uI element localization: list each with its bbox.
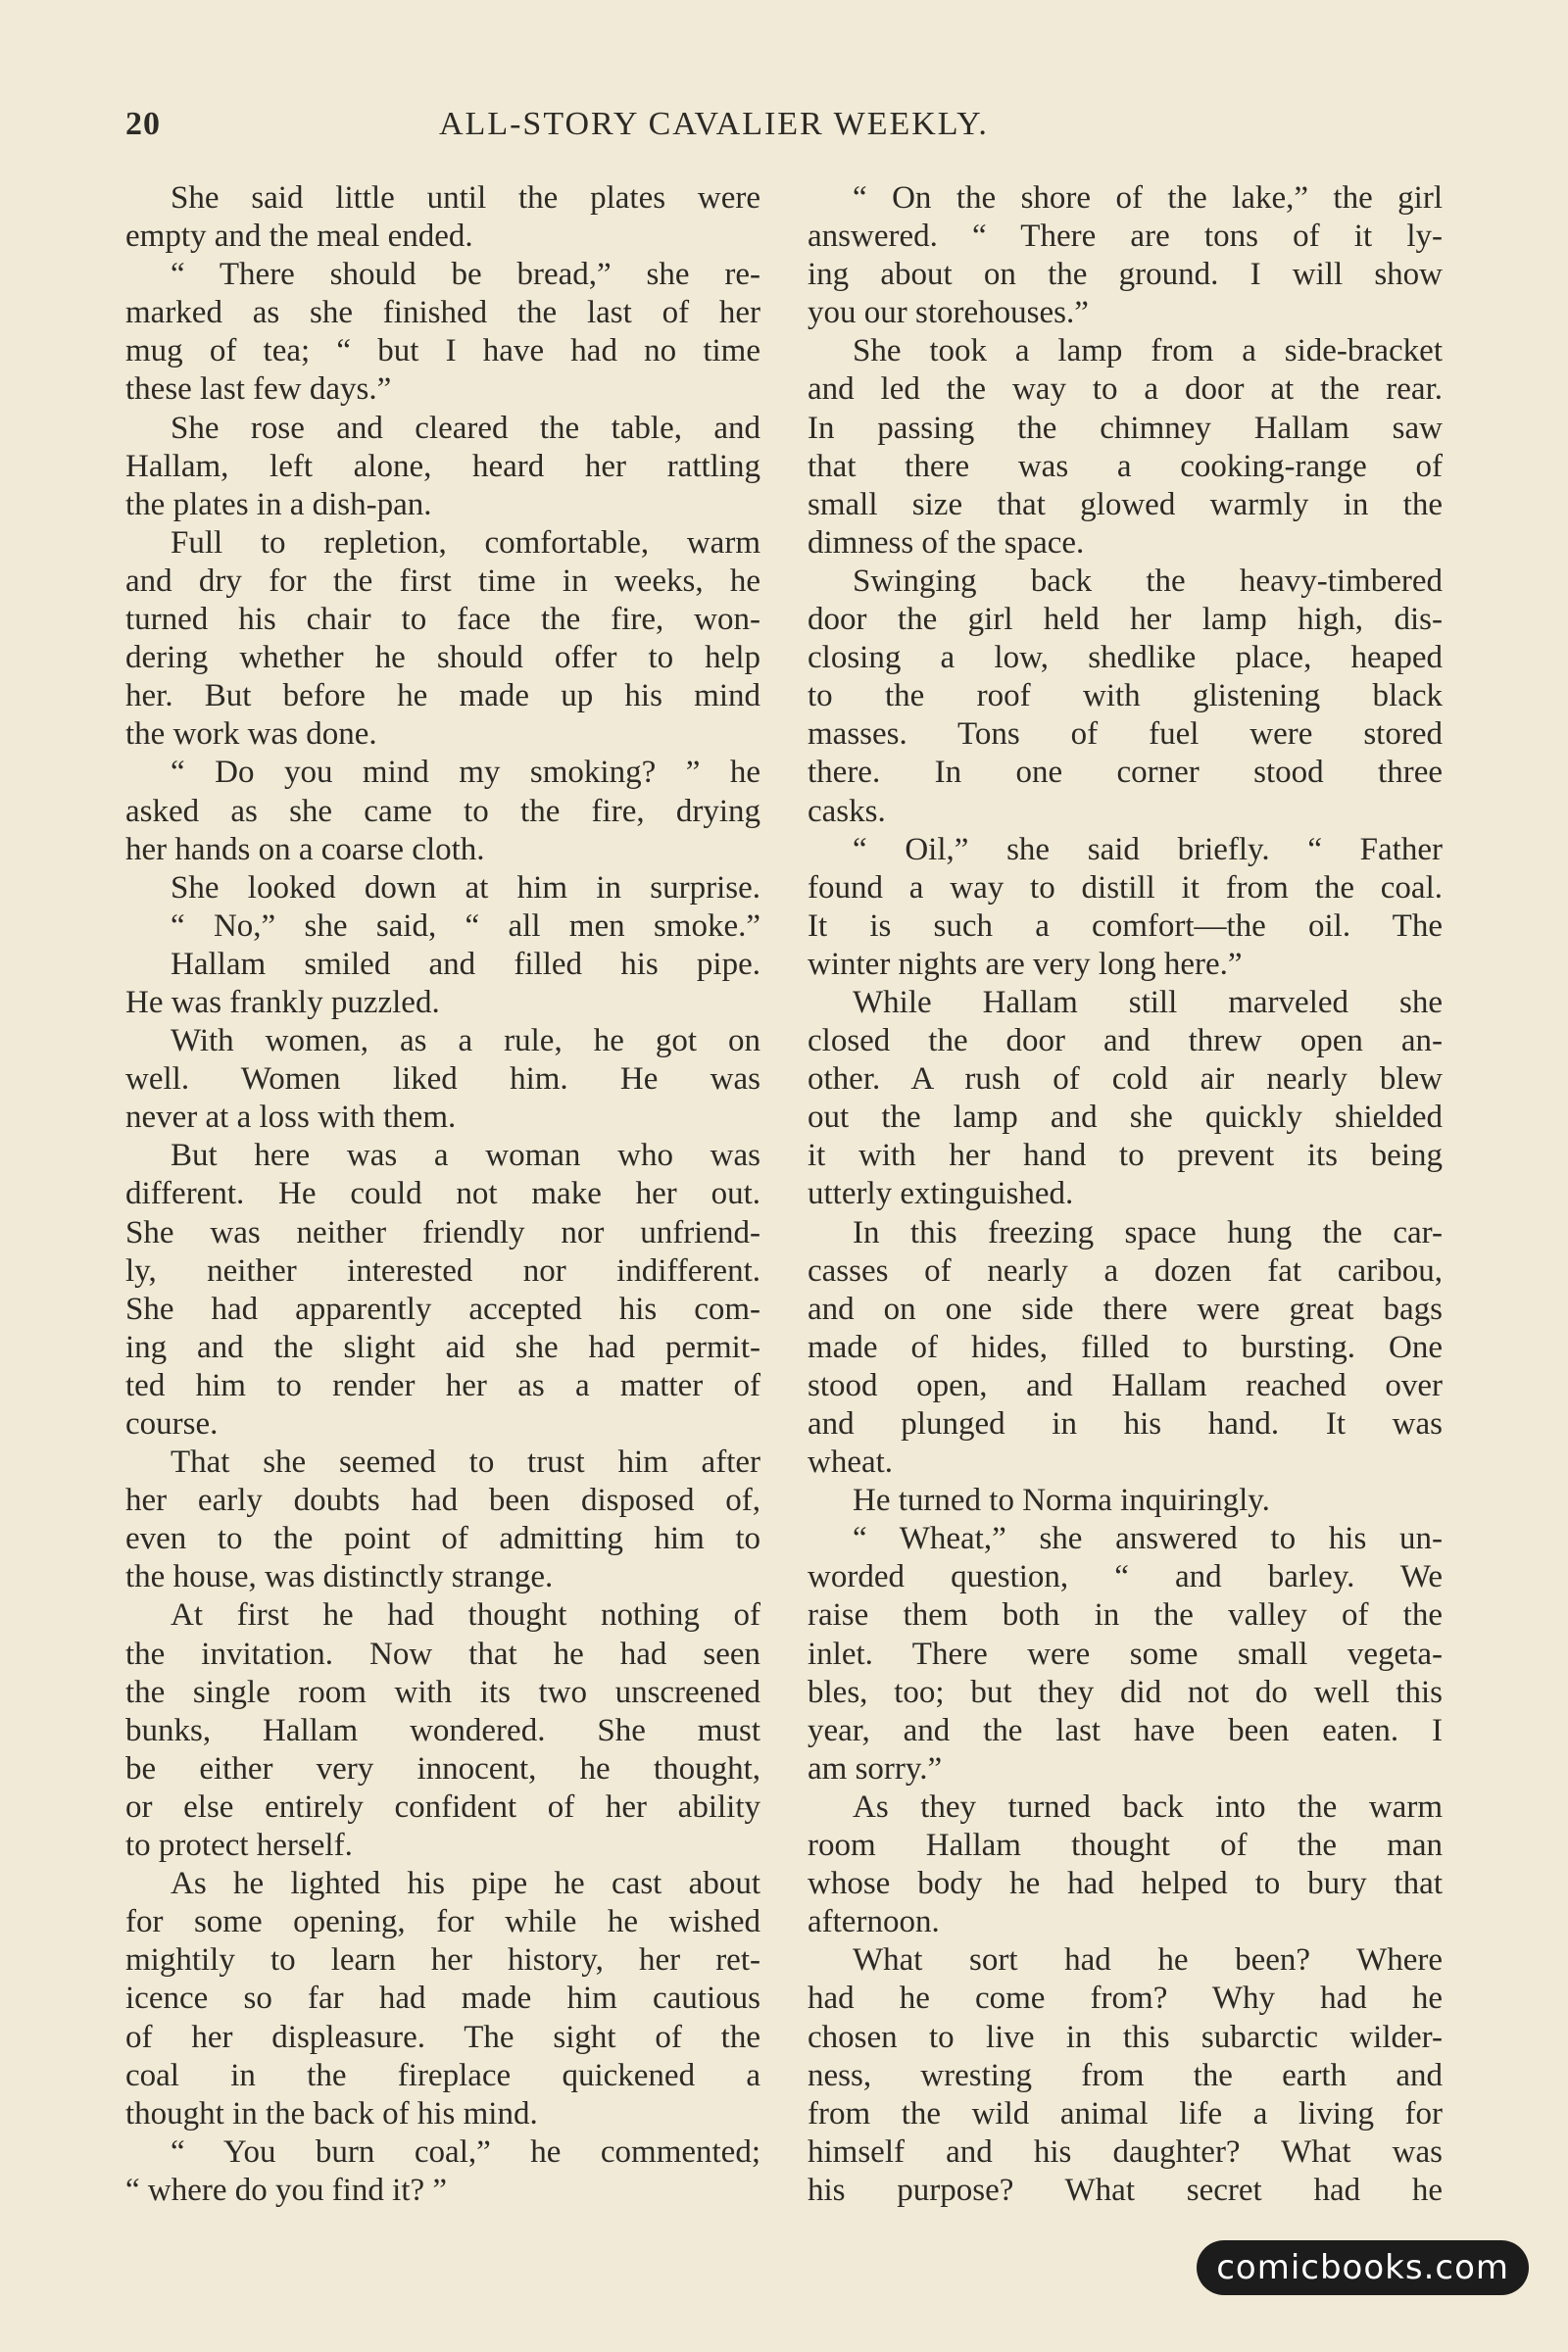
text-line: With women, as a rule, he got on	[171, 1023, 760, 1059]
text-line: While Hallam still marveled she	[853, 984, 1443, 1020]
text-line: small size that glowed warmly in the	[808, 486, 1443, 522]
text-line: She rose and cleared the table, and	[171, 410, 760, 446]
text-line: her early doubts had been disposed of,	[125, 1483, 760, 1519]
text-line: had he come from? Why had he	[808, 1981, 1443, 2017]
text-line: ted him to render her as a matter of	[125, 1367, 760, 1403]
text-line: utterly extinguished.	[808, 1176, 1074, 1212]
text-line: “ There should be bread,” she re-	[171, 257, 760, 293]
text-line: even to the point of admitting him to	[125, 1521, 760, 1557]
text-line: her. But before he made up his mind	[125, 678, 760, 714]
text-line: room Hallam thought of the man	[808, 1828, 1443, 1864]
page-number: 20	[125, 106, 161, 142]
text-line: or else entirely confident of her ability	[125, 1788, 760, 1825]
text-line: the work was done.	[125, 716, 377, 753]
text-line: bles, too; but they did not do well this	[808, 1674, 1443, 1710]
text-line: In passing the chimney Hallam saw	[808, 410, 1443, 446]
text-line: But here was a woman who was	[171, 1138, 760, 1174]
text-line: and led the way to a door at the rear.	[808, 371, 1443, 408]
text-line: be either very innocent, he thought,	[125, 1750, 760, 1787]
text-line: He turned to Norma inquiringly.	[853, 1483, 1270, 1519]
text-line: inlet. There were some small vegeta-	[808, 1636, 1443, 1672]
text-line: am sorry.”	[808, 1750, 943, 1787]
text-line: As they turned back into the warm	[853, 1788, 1443, 1825]
text-line: mightily to learn her history, her ret-	[125, 1942, 760, 1979]
text-line: it with her hand to prevent its being	[808, 1138, 1443, 1174]
text-line: wheat.	[808, 1445, 894, 1481]
text-line: stood open, and Hallam reached over	[808, 1367, 1443, 1403]
text-line: thought in the back of his mind.	[125, 2095, 538, 2132]
text-line: masses. Tons of fuel were stored	[808, 716, 1443, 753]
text-line: She looked down at him in surprise.	[171, 869, 760, 906]
text-line: and plunged in his hand. It was	[808, 1406, 1443, 1442]
text-line: whose body he had helped to bury that	[808, 1866, 1443, 1902]
text-line: door the girl held her lamp high, dis-	[808, 602, 1443, 638]
text-line: She was neither friendly nor unfriend-	[125, 1214, 760, 1250]
text-line: She said little until the plates were	[171, 180, 760, 216]
text-line: of her displeasure. The sight of the	[125, 2019, 760, 2055]
text-line: He was frankly puzzled.	[125, 984, 440, 1020]
text-line: closed the door and threw open an-	[808, 1023, 1443, 1059]
text-line: casks.	[808, 793, 886, 829]
text-line: ness, wresting from the earth and	[808, 2057, 1443, 2093]
text-line: winter nights are very long here.”	[808, 946, 1243, 982]
text-line: himself and his daughter? What was	[808, 2133, 1443, 2170]
text-line: dering whether he should offer to help	[125, 640, 760, 676]
text-line: closing a low, shedlike place, heaped	[808, 640, 1443, 676]
site-watermark: comicbooks.com	[1197, 2240, 1529, 2295]
text-line: year, and the last have been eaten. I	[808, 1712, 1443, 1748]
text-line: her hands on a coarse cloth.	[125, 831, 485, 867]
running-title: ALL-STORY CAVALIER WEEKLY.	[439, 106, 989, 142]
text-line: bunks, Hallam wondered. She must	[125, 1712, 760, 1748]
text-line: icence so far had made him cautious	[125, 1981, 760, 2017]
text-line: coal in the fireplace quickened a	[125, 2057, 760, 2093]
text-line: that there was a cooking-range of	[808, 448, 1443, 484]
text-line: “ Do you mind my smoking? ” he	[171, 755, 760, 791]
text-line: What sort had he been? Where	[853, 1942, 1443, 1979]
text-line: the house, was distinctly strange.	[125, 1559, 554, 1595]
text-line: and on one side there were great bags	[808, 1291, 1443, 1327]
text-line: It is such a comfort—the oil. The	[808, 907, 1443, 944]
text-line: well. Women liked him. He was	[125, 1061, 760, 1098]
text-line: the invitation. Now that he had seen	[125, 1636, 760, 1672]
text-line: “ Oil,” she said briefly. “ Father	[853, 831, 1443, 867]
text-line: That she seemed to trust him after	[171, 1445, 760, 1481]
text-line: asked as she came to the fire, drying	[125, 793, 760, 829]
text-line: out the lamp and she quickly shielded	[808, 1100, 1443, 1136]
text-line: “ Wheat,” she answered to his un-	[853, 1521, 1443, 1557]
text-line: and dry for the first time in weeks, he	[125, 563, 760, 599]
text-line: ing about on the ground. I will show	[808, 257, 1443, 293]
text-line: empty and the meal ended.	[125, 219, 473, 255]
text-line: As he lighted his pipe he cast about	[171, 1866, 760, 1902]
text-line: other. A rush of cold air nearly blew	[808, 1061, 1443, 1098]
text-line: marked as she finished the last of her	[125, 295, 760, 331]
text-line: never at a loss with them.	[125, 1100, 457, 1136]
text-line: course.	[125, 1406, 219, 1442]
text-line: casses of nearly a dozen fat caribou,	[808, 1252, 1443, 1289]
text-line: these last few days.”	[125, 371, 392, 408]
text-line: “ You burn coal,” he commented;	[171, 2133, 760, 2170]
text-line: to the roof with glistening black	[808, 678, 1443, 714]
text-line: In this freezing space hung the car-	[853, 1214, 1443, 1250]
text-line: dimness of the space.	[808, 524, 1085, 561]
text-line: different. He could not make her out.	[125, 1176, 760, 1212]
text-line: chosen to live in this subarctic wilder-	[808, 2019, 1443, 2055]
text-line: made of hides, filled to bursting. One	[808, 1329, 1443, 1365]
page-header	[125, 106, 1450, 155]
right-text-column	[808, 179, 1443, 2210]
text-line: “ On the shore of the lake,” the girl	[853, 180, 1443, 216]
text-line: found a way to distill it from the coal.	[808, 869, 1443, 906]
text-line: Hallam smiled and filled his pipe.	[171, 946, 760, 982]
text-line: for some opening, for while he wished	[125, 1904, 760, 1940]
left-text-column	[125, 179, 760, 2210]
text-line: Swinging back the heavy-timbered	[853, 563, 1443, 599]
text-line: turned his chair to face the fire, won-	[125, 602, 760, 638]
text-line: to protect herself.	[125, 1828, 353, 1864]
text-line: answered. “ There are tons of it ly-	[808, 219, 1443, 255]
text-line: At first he had thought nothing of	[171, 1597, 760, 1634]
text-line: from the wild animal life a living for	[808, 2095, 1443, 2132]
text-line: ing and the slight aid she had permit-	[125, 1329, 760, 1365]
text-line: his purpose? What secret had he	[808, 2172, 1443, 2208]
text-line: “ No,” she said, “ all men smoke.”	[171, 907, 760, 944]
text-line: worded question, “ and barley. We	[808, 1559, 1443, 1595]
text-line: She had apparently accepted his com-	[125, 1291, 760, 1327]
text-line: She took a lamp from a side-bracket	[853, 333, 1443, 369]
text-line: afternoon.	[808, 1904, 940, 1940]
text-line: raise them both in the valley of the	[808, 1597, 1443, 1634]
text-line: “ where do you find it? ”	[125, 2172, 448, 2208]
text-line: the single room with its two unscreened	[125, 1674, 760, 1710]
text-line: Hallam, left alone, heard her rattling	[125, 448, 760, 484]
text-line: the plates in a dish-pan.	[125, 486, 432, 522]
text-line: you our storehouses.”	[808, 295, 1089, 331]
text-line: mug of tea; “ but I have had no time	[125, 333, 760, 369]
text-line: Full to repletion, comfortable, warm	[171, 524, 760, 561]
text-line: there. In one corner stood three	[808, 755, 1443, 791]
text-line: ly, neither interested nor indifferent.	[125, 1252, 760, 1289]
